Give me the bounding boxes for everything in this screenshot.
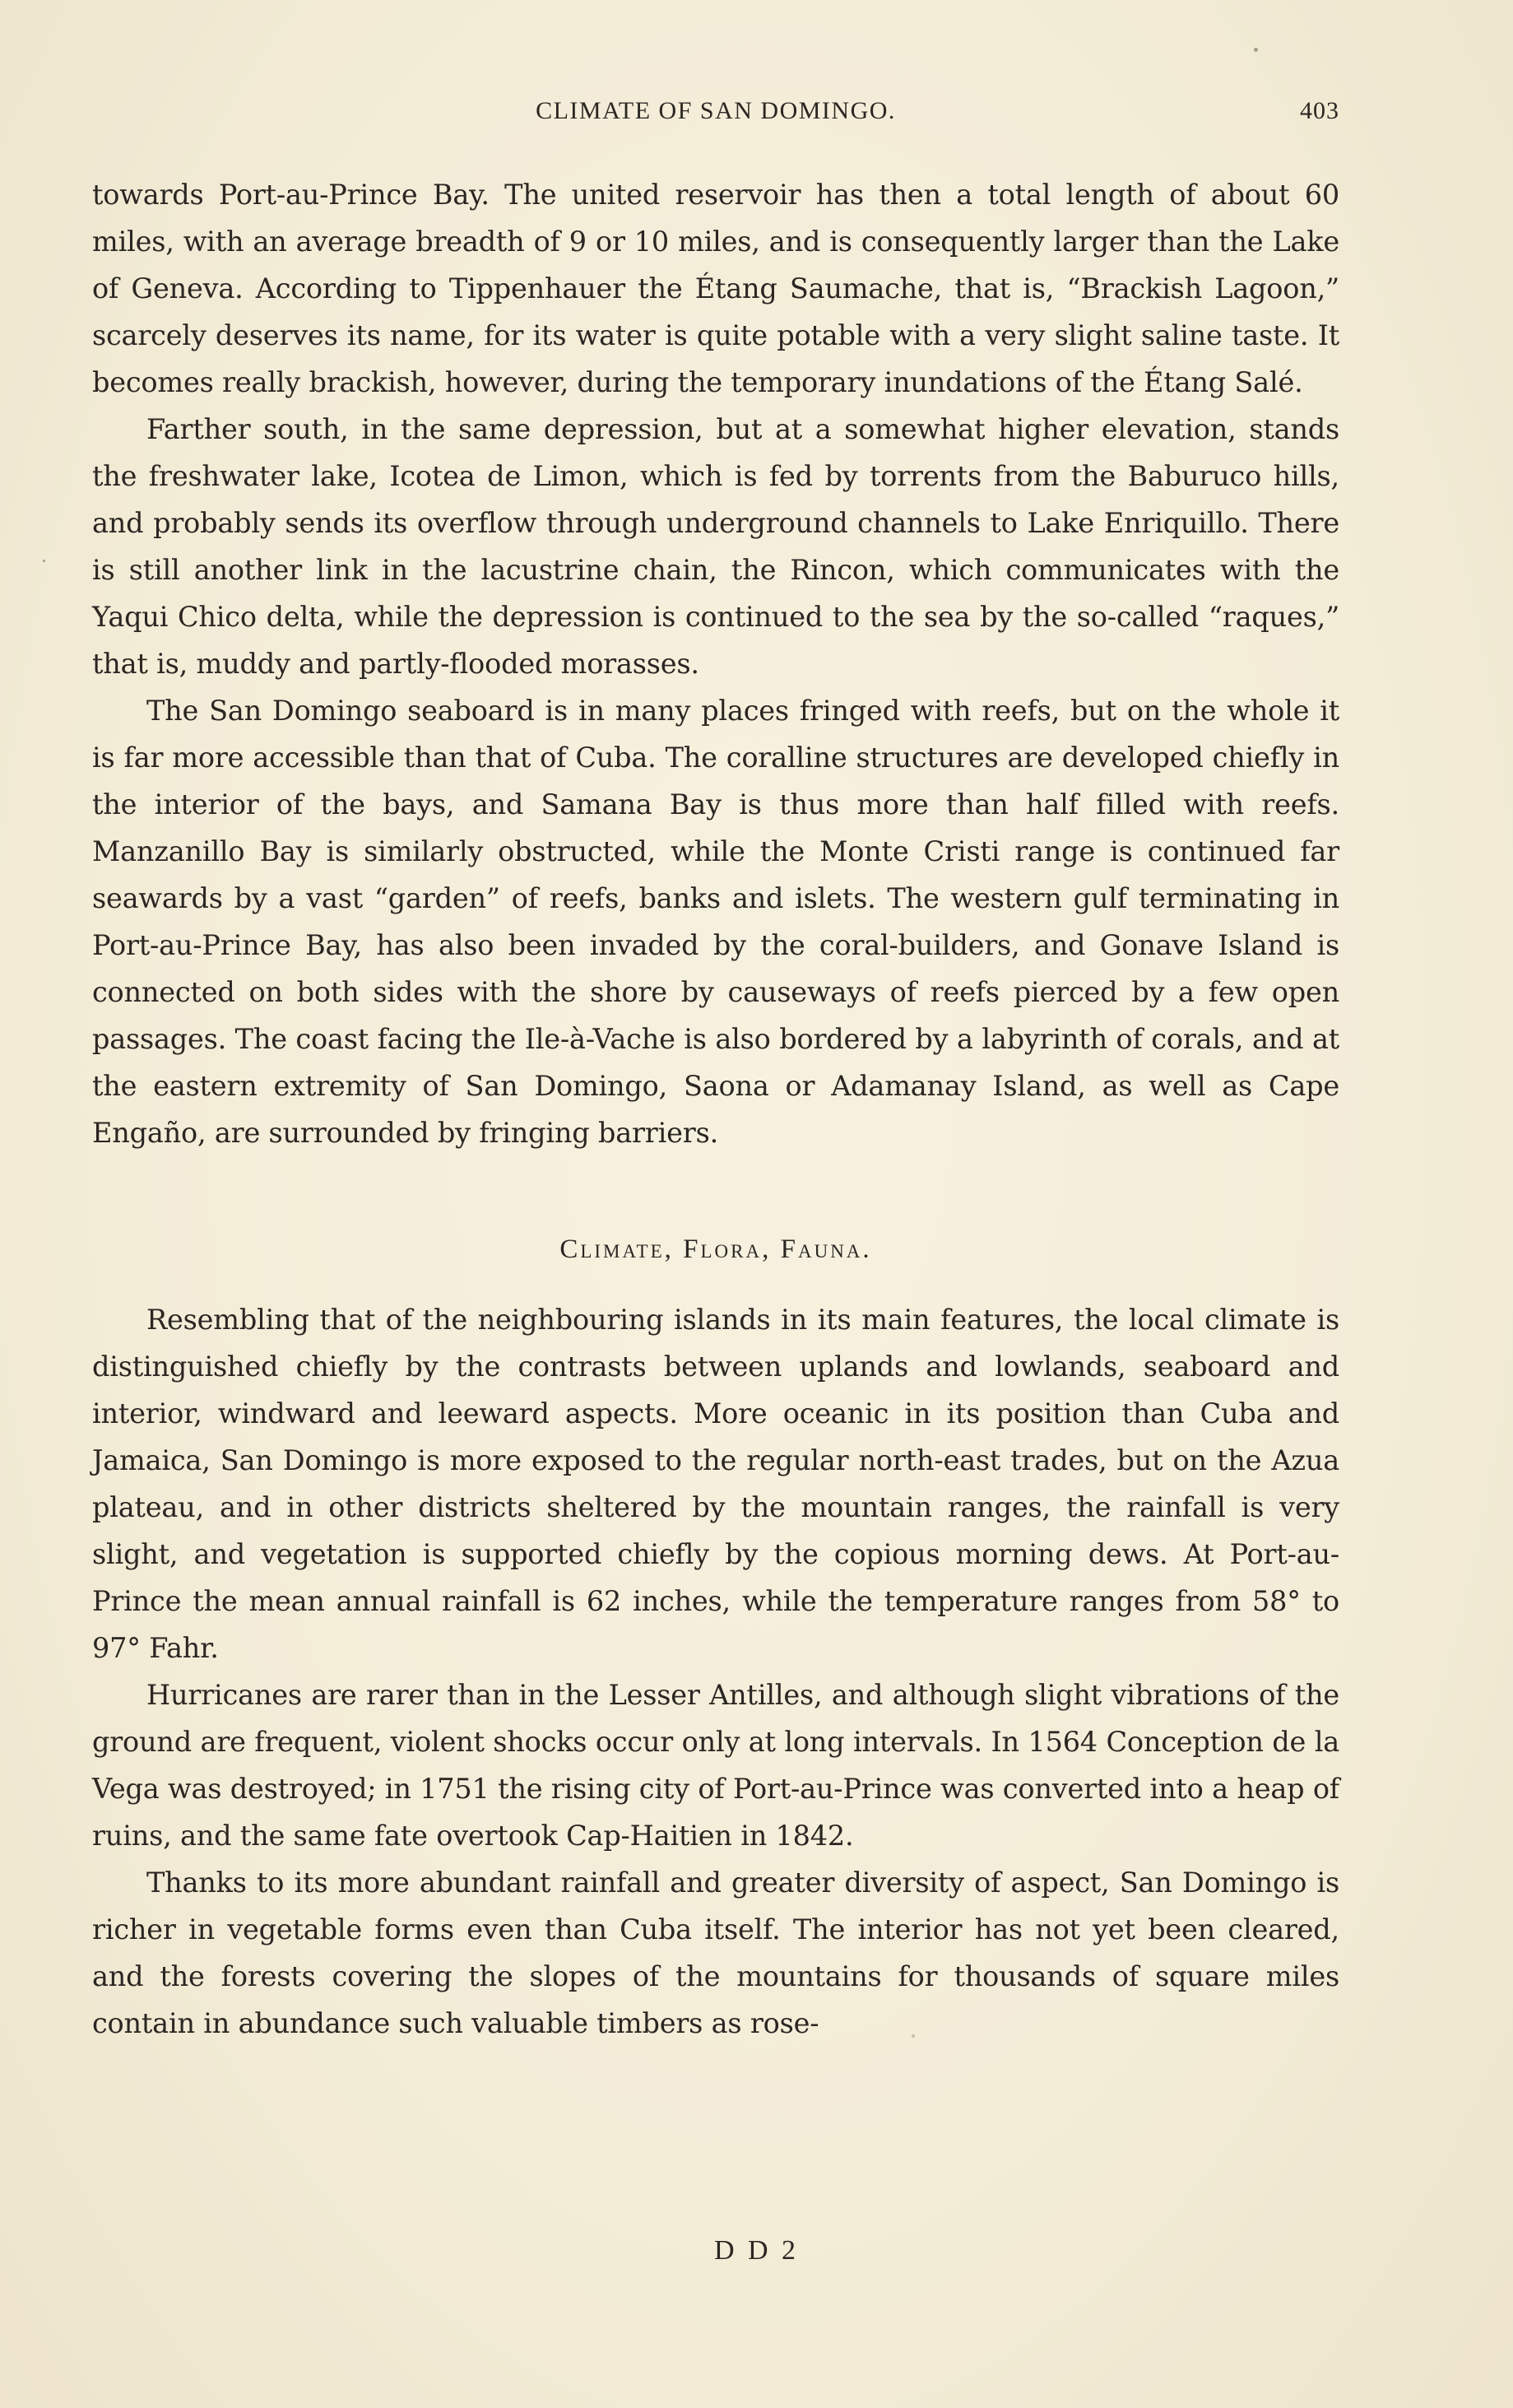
signature-mark: D D 2	[713, 2235, 800, 2266]
paragraph: Resembling that of the neighbouring islands in its main features, the local climate is distinguished chiefly by the contrasts between uplands and lowlands, seaboard and interior, windward and leeward aspects. More oceanic in its position than Cuba and Jamaica, San Domingo is more exposed to the regular north-east trades, but on the Azua plateau, and in other districts sheltered by the mountain ranges, the rainfall is very slight, and vegetation is supported chiefly by the copious morning dews. At Port-au-Prince the mean annual rainfall is 62 inches, while the temperature ranges from 58° to 97° Fahr.	[92, 1304, 1339, 1664]
paragraph-continued: towards Port-au-Prince Bay. The united reservoir has then a total length of about 60 miles, with an average breadth of 9 or 10 miles, and is consequently larger than the Lake of Geneva. According to Tippenhauer the Étang Saumache, that is, “Brackish Lagoon,” scarcely deserves its name, for its water is quite potable with a very slight saline taste. It becomes really brackish, however, during the temporary inundations of the Étang Salé.	[92, 179, 1339, 398]
text-column	[92, 171, 1339, 2047]
paragraph: The San Domingo seaboard is in many places fringed with reefs, but on the whole it is far more accessible than that of Cuba. The coralline structures are developed chiefly in the interior of the bays, and Samana Bay is thus more than half filled with reefs. Manzanillo Bay is similarly obstructed, while the Monte Cristi range is continued far seawards by a vast “garden” of reefs, banks and islets. The western gulf terminating in Port-au-Prince Bay, has also been invaded by the coral-builders, and Gonave Island is connected on both sides with the shore by causeways of reefs pierced by a few open passages. The coast facing the Ile-à-Vache is also bordered by a labyrinth of corals, and at the eastern extremity of San Domingo, Saona or Adamanay Island, as well as Cape Engaño, are surrounded by fringing barriers.	[92, 695, 1339, 1149]
section-heading: Climate, Flora, Fauna.	[559, 1234, 872, 1264]
ink-speck	[1254, 48, 1258, 52]
paragraph: Thanks to its more abundant rainfall and greater diversity of aspect, San Domingo is richer in vegetable forms even than Cuba itself. The interior has not yet been cleared, and the forests covering the slopes of the mountains for thousands of square miles contain in abundance such valuable timbers as rose-	[92, 1866, 1339, 2039]
ink-speck	[43, 560, 45, 562]
running-head	[92, 97, 1339, 130]
paragraph: Hurricanes are rarer than in the Lesser Antilles, and although slight vibrations of the ground are frequent, violent shocks occur only at long intervals. In 1564 Conception de la Vega was destroyed; in 1751 the rising city of Port-au-Prince was converted into a heap of ruins, and the same fate overtook Cap-Haitien in 1842.	[92, 1679, 1339, 1852]
running-title: CLIMATE OF SAN DOMINGO.	[536, 97, 896, 124]
paragraph: Farther south, in the same depression, but at a somewhat higher elevation, stands the freshwater lake, Icotea de Limon, which is fed by torrents from the Baburuco hills, and probably sends its overflow through underground channels to Lake Enriquillo. There is still another link in the lacustrine chain, the Rincon, which communicates with the Yaqui Chico delta, while the depression is continued to the sea by the so-called “raques,” that is, muddy and partly-flooded morasses.	[92, 413, 1339, 680]
page-number: 403	[1300, 97, 1339, 124]
